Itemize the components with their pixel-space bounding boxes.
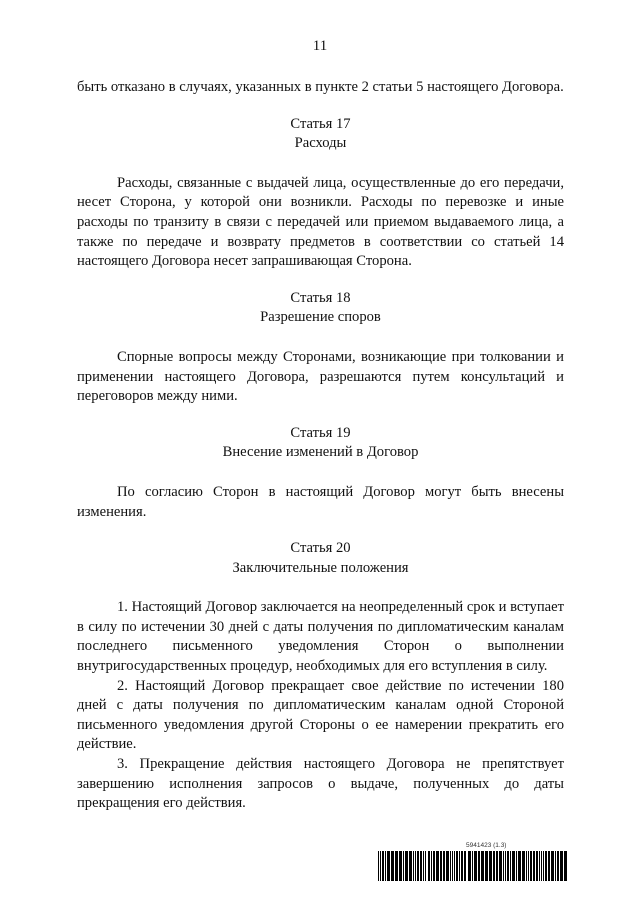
barcode-bar	[431, 851, 432, 881]
article-19-heading	[77, 424, 564, 463]
barcode-bar	[485, 851, 488, 881]
article-17-paragraph: Расходы, связанные с выдачей лица, осуществленные до его передачи, несет Сторона, у которой они возникли. Расходы по перевозке и иные расходы по транзиту в связи с передачей или приемом выдаваемого лица, а также по передаче и возврату предметов в соответствии со статьей 14 настоящего Договора несет запрашивающая Сторона.	[77, 174, 564, 270]
document-body	[77, 78, 564, 814]
barcode-bar	[428, 851, 430, 881]
article-17-title: Расходы	[294, 135, 347, 152]
barcode-bar	[533, 851, 535, 881]
barcode-bar	[496, 851, 498, 881]
barcode-code: 5941423 (1.3)	[466, 842, 507, 849]
continuation-paragraph: быть отказано в случаях, указанных в пункте 2 статьи 5 настоящего Договора.	[77, 79, 564, 95]
barcode-bar	[468, 851, 471, 881]
article-18-heading	[77, 289, 564, 328]
barcode-bar	[425, 851, 426, 881]
barcode-bar	[459, 851, 460, 881]
barcode-bar	[452, 851, 453, 881]
barcode-bar	[436, 851, 439, 881]
barcode-bar	[391, 851, 394, 881]
barcode-bar	[528, 851, 529, 881]
barcode-bar	[536, 851, 538, 881]
barcode-bar	[387, 851, 390, 881]
barcode-bar	[446, 851, 449, 881]
barcode-bar	[481, 851, 484, 881]
barcode-bar	[415, 851, 416, 881]
barcode-bar	[420, 851, 422, 881]
barcode-bar	[395, 851, 398, 881]
barcode	[378, 842, 570, 882]
barcode-bar	[450, 851, 451, 881]
barcode-bar	[551, 851, 554, 881]
barcode-bar	[507, 851, 509, 881]
barcode-bar	[474, 851, 477, 881]
barcode-bar	[472, 851, 473, 881]
barcode-bar	[560, 851, 563, 881]
article-17-number: Статья 17	[290, 115, 351, 132]
article-18-number: Статья 18	[290, 289, 351, 306]
barcode-bar	[461, 851, 463, 881]
barcode-bar	[380, 851, 381, 881]
article-20-title: Заключительные положения	[232, 559, 409, 576]
barcode-bar	[499, 851, 502, 881]
barcode-bar	[382, 851, 384, 881]
barcode-bar	[526, 851, 527, 881]
barcode-bar	[403, 851, 404, 881]
article-17-heading	[77, 115, 564, 154]
barcode-bar	[555, 851, 556, 881]
barcode-bar	[417, 851, 419, 881]
article-18-paragraph: Спорные вопросы между Сторонами, возникающие при толковании и применении настоящего Договора, разрешаются путем консультаций и переговоров между ними.	[77, 348, 564, 405]
barcode-bar	[539, 851, 540, 881]
article-19-paragraph: По согласию Сторон в настоящий Договор могут быть внесены изменения.	[77, 483, 564, 520]
barcode-bar	[378, 851, 379, 881]
barcode-bar	[510, 851, 511, 881]
barcode-bar	[516, 851, 517, 881]
barcode-bar	[405, 851, 408, 881]
barcode-bar	[505, 851, 506, 881]
barcode-bar	[456, 851, 458, 881]
barcode-bar	[541, 851, 542, 881]
barcode-bar	[557, 851, 559, 881]
barcode-bar	[545, 851, 547, 881]
barcode-bar	[512, 851, 515, 881]
barcode-bar	[464, 851, 466, 881]
barcode-bar	[518, 851, 521, 881]
barcode-bars	[378, 851, 570, 881]
barcode-bar	[443, 851, 445, 881]
barcode-bar	[503, 851, 504, 881]
article-20-paragraph-3: 3. Прекращение действия настоящего Договора не препятствует завершению исполнения запросов о выдаче, полученных до даты прекращения его действия.	[77, 756, 564, 812]
barcode-bar	[454, 851, 455, 881]
article-20-number: Статья 20	[290, 540, 351, 557]
article-20-paragraph-2: 2. Настоящий Договор прекращает свое действие по истечении 180 дней с даты получения по дипломатическим каналам одной Стороной письменного уведомления другой Стороны о ее намерении прекратить его действие.	[77, 677, 564, 753]
barcode-bar	[548, 851, 550, 881]
article-19-title: Внесение изменений в Договор	[222, 444, 419, 461]
barcode-bar	[440, 851, 442, 881]
barcode-bar	[493, 851, 495, 881]
barcode-bar	[409, 851, 412, 881]
barcode-bar	[530, 851, 532, 881]
barcode-bar	[522, 851, 525, 881]
barcode-bar	[423, 851, 424, 881]
barcode-bar	[413, 851, 414, 881]
barcode-bar	[478, 851, 480, 881]
barcode-bar	[433, 851, 435, 881]
barcode-bar	[564, 851, 567, 881]
barcode-bar	[399, 851, 402, 881]
article-20-paragraph-1: 1. Настоящий Договор заключается на неопределенный срок и вступает в силу по истечении 30 дней с даты получения по дипломатическим каналам последнего письменного уведомления Сторон о выполнении внутригосударственных процедур, необходимых для его вступления в силу.	[77, 599, 564, 675]
page-number: 11	[312, 38, 328, 54]
barcode-bar	[489, 851, 492, 881]
barcode-bar	[385, 851, 386, 881]
article-20-heading	[77, 539, 564, 578]
barcode-bar	[543, 851, 544, 881]
article-19-number: Статья 19	[290, 424, 351, 441]
article-18-title: Разрешение споров	[260, 309, 381, 326]
